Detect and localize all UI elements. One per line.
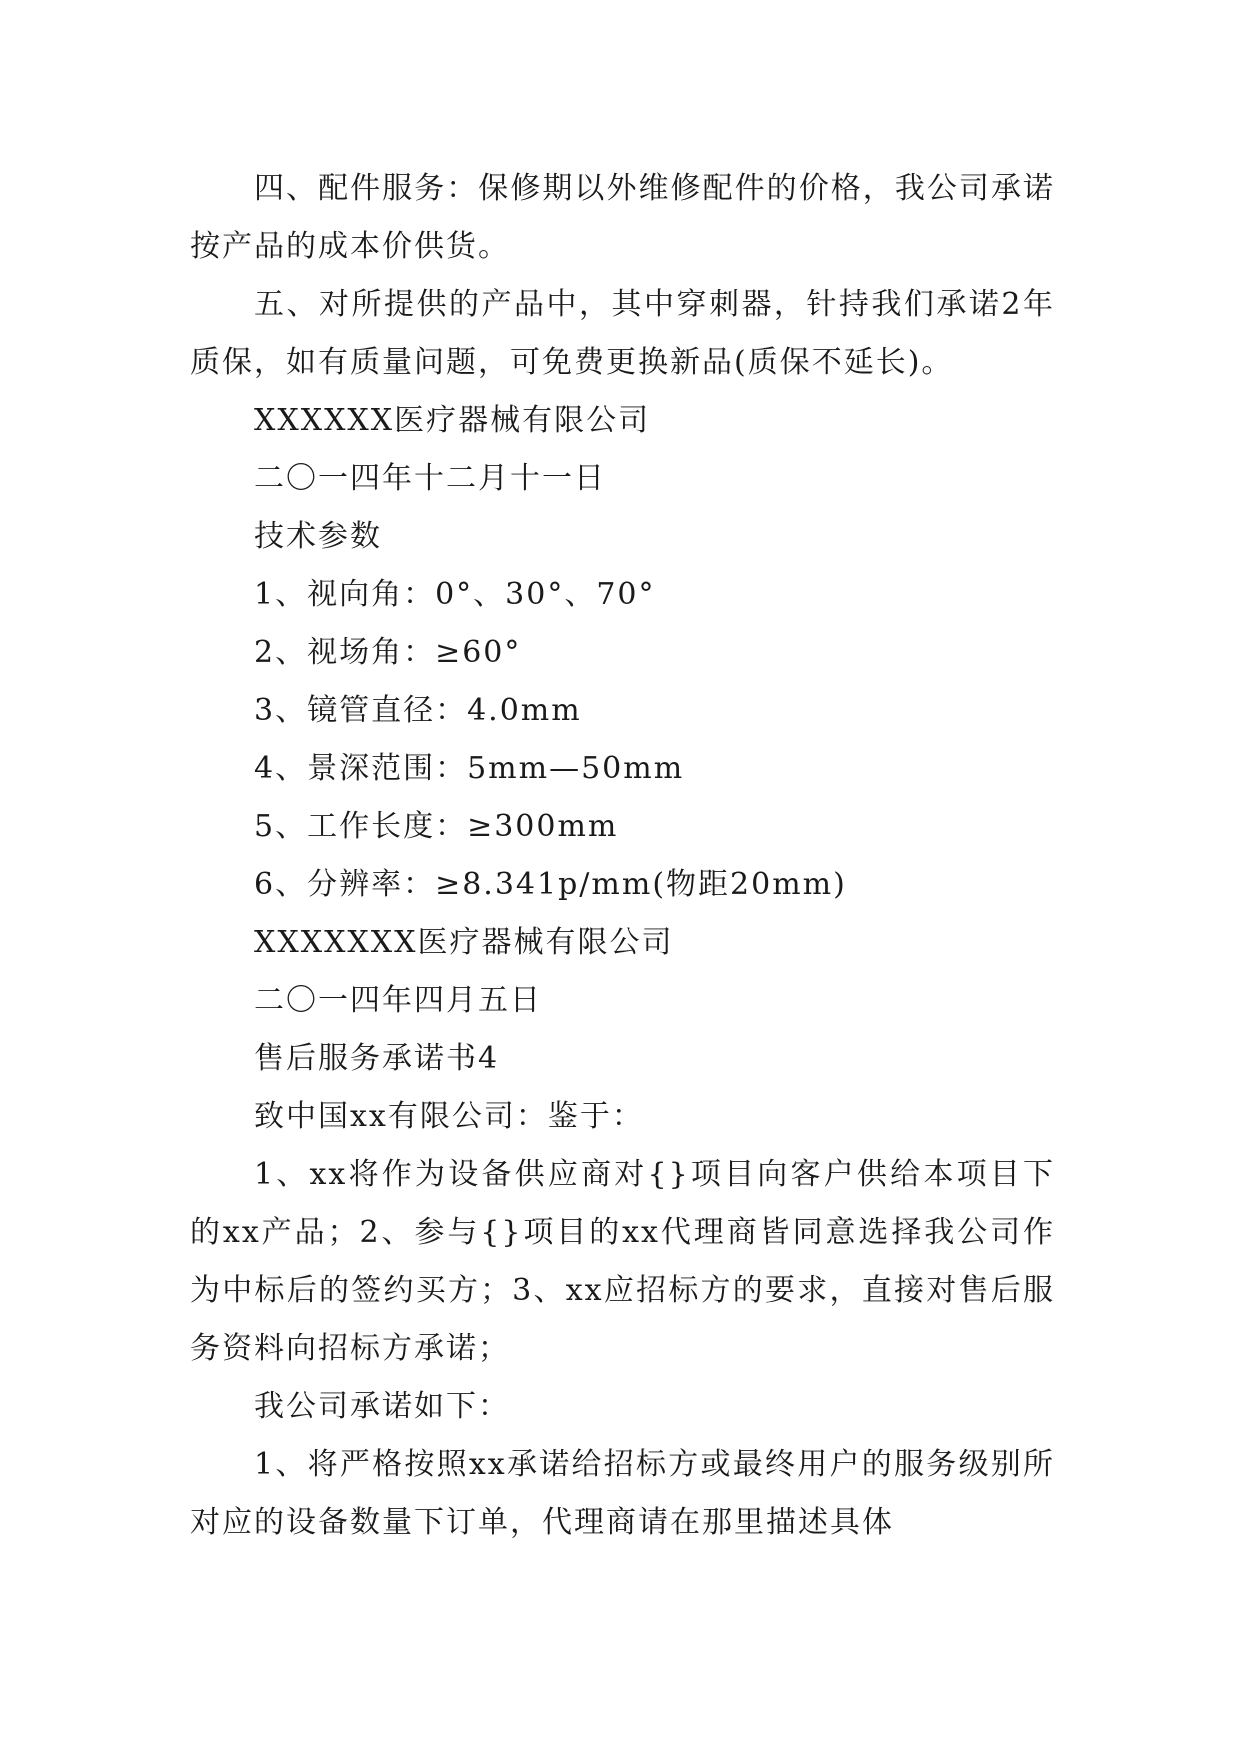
spec-item-view-angle: 1、视向角：0°、30°、70° <box>254 577 656 612</box>
salutation: 致中国xx有限公司：鉴于： <box>254 1099 644 1134</box>
company-name-1: XXXXXX医疗器械有限公司 <box>254 403 651 438</box>
spec-item-working-length: 5、工作长度：≥300mm <box>254 809 619 844</box>
spec-item-resolution: 6、分辨率：≥8.341p/mm(物距20mm) <box>254 867 847 902</box>
spec-item-tube-diameter: 3、镜管直径：4.0mm <box>254 693 582 728</box>
paragraph-warranty: 五、对所提供的产品中，其中穿刺器，针持我们承诺2年质保，如有质量问题，可免费更换新品(质保不延长)。 <box>190 287 1055 380</box>
date-2: 二〇一四年四月五日 <box>254 983 542 1018</box>
paragraph-parts-service: 四、配件服务：保修期以外维修配件的价格，我公司承诺按产品的成本价供货。 <box>190 171 1055 264</box>
spec-item-depth-of-field: 4、景深范围：5mm—50mm <box>254 751 685 786</box>
date-1: 二〇一四年十二月十一日 <box>254 461 606 496</box>
paragraph-commitment-intro: 我公司承诺如下： <box>254 1389 510 1424</box>
section-heading-commitment-4: 售后服务承诺书4 <box>254 1041 500 1076</box>
section-heading-tech-params: 技术参数 <box>254 519 382 554</box>
document-body <box>190 160 1055 1552</box>
paragraph-whereas: 1、xx将作为设备供应商对{}项目向客户供给本项目下的xx产品；2、参与{}项目的xx代理商皆同意选择我公司作为中标后的签约买方；3、xx应招标方的要求，直接对售后服务资料向招标方承诺； <box>190 1157 1055 1366</box>
company-name-2: XXXXXXX医疗器械有限公司 <box>254 925 674 960</box>
paragraph-commitment-1: 1、将严格按照xx承诺给招标方或最终用户的服务级别所对应的设备数量下订单，代理商请在那里描述具体 <box>190 1447 1055 1540</box>
spec-item-field-angle: 2、视场角：≥60° <box>254 635 522 670</box>
